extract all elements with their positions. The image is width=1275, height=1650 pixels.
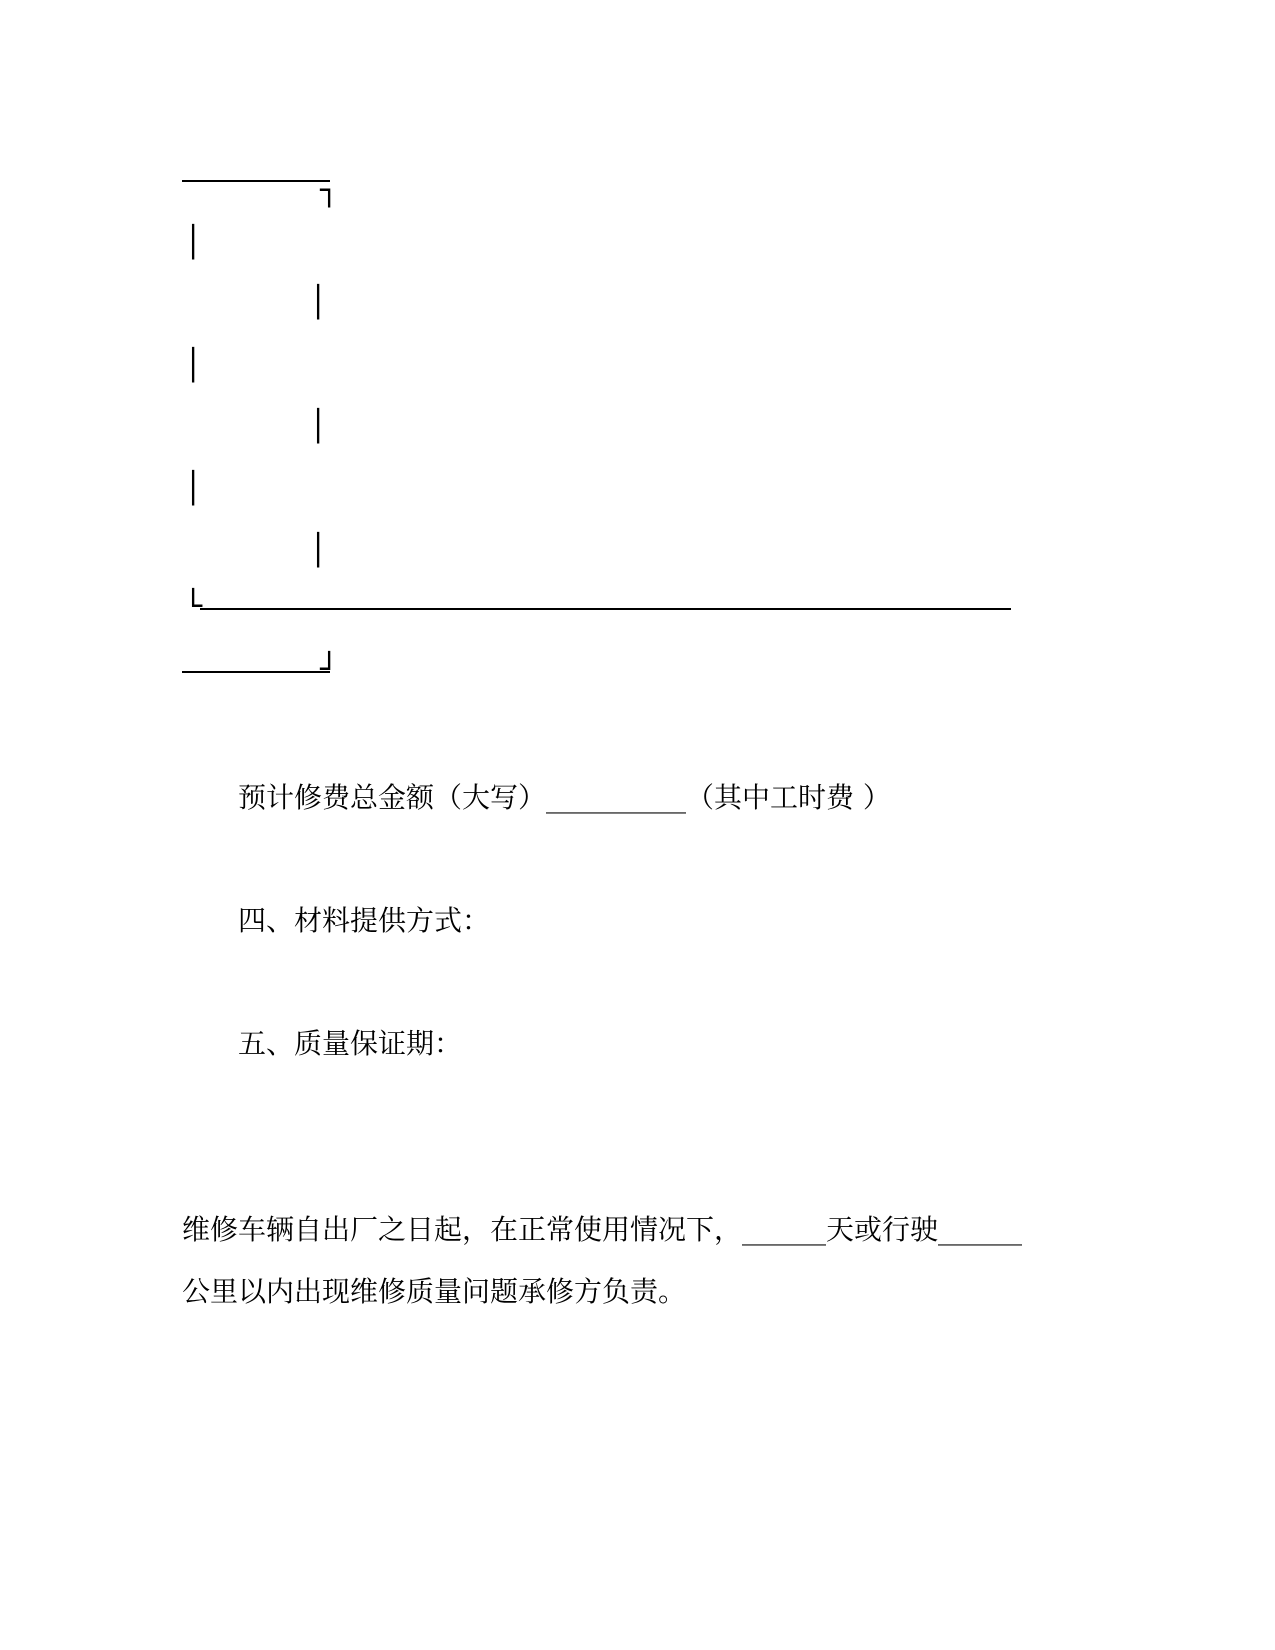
table-bar-right-3: │ [309, 533, 328, 568]
table-bottom-rule [200, 608, 1011, 610]
table-bar-right-2: │ [309, 409, 328, 444]
table-bar-left-2: │ [184, 348, 203, 383]
table-bottom-rule-end [182, 671, 330, 673]
estimate-line: 预计修费总金额（大写）__________（其中工时费 ） [238, 781, 891, 814]
section-4-heading: 四、材料提供方式： [238, 904, 491, 937]
table-bar-left-3: │ [184, 471, 203, 506]
table-bar-right-1: │ [309, 285, 328, 320]
section-5-heading: 五、质量保证期： [238, 1027, 463, 1060]
table-bar-left-1: │ [184, 225, 203, 260]
table-top-rule [182, 180, 330, 182]
table-top-right-corner: ┐ [320, 173, 339, 208]
warranty-line-2: 公里以内出现维修质量问题承修方负责。 [182, 1275, 687, 1308]
table-bottom-left-corner: └ [184, 589, 203, 624]
warranty-line-1: 维修车辆自出厂之日起，在正常使用情况下，______天或行驶______ [182, 1213, 1023, 1246]
table-bottom-right-corner: ┘ [320, 652, 339, 687]
